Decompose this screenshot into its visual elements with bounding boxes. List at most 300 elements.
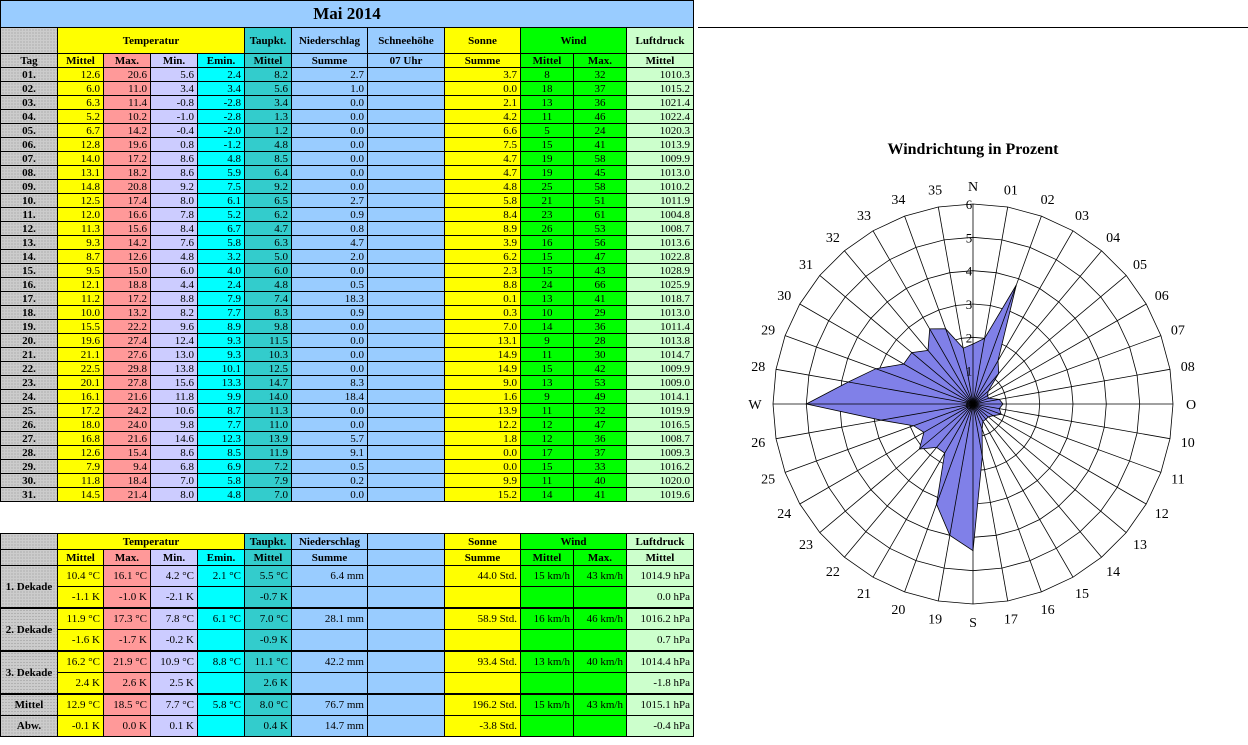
cell-schnee <box>368 376 445 390</box>
cell-luftdruck: 1019.9 <box>627 404 694 418</box>
temperatur-header: Temperatur <box>58 28 245 54</box>
cell-wind-mittel: 15 <box>521 138 574 152</box>
cell-emin: 6.7 <box>198 222 245 236</box>
cell-sonne: 8.4 <box>445 208 521 222</box>
sum-cell-sonne: -3.8 Std. <box>445 716 521 737</box>
cell-tag: 04. <box>1 110 58 124</box>
direction-label: 30 <box>777 289 792 304</box>
sum-cell-schnee <box>368 587 445 609</box>
sum-cell-mittel: 12.9 °C <box>58 694 104 716</box>
cell-min: 7.0 <box>151 474 198 488</box>
cell-wind-max: 36 <box>574 320 627 334</box>
taupkt-header: Taupkt. <box>245 28 292 54</box>
cell-emin: 4.8 <box>198 488 245 502</box>
sum-cell-taupkt: 2.6 K <box>245 673 292 695</box>
sum-cell-taupkt: -0.9 K <box>245 630 292 652</box>
cell-max: 24.0 <box>104 418 151 432</box>
cell-schnee <box>368 306 445 320</box>
cell-luftdruck: 1009.9 <box>627 362 694 376</box>
direction-label: O <box>1185 398 1197 413</box>
cell-max: 24.2 <box>104 404 151 418</box>
cell-taupkt: 11.0 <box>245 418 292 432</box>
sum-emin-header: Emin. <box>198 550 245 566</box>
cell-wind-mittel: 15 <box>521 264 574 278</box>
cell-niederschlag: 0.5 <box>292 278 368 292</box>
cell-tag: 07. <box>1 152 58 166</box>
cell-emin: 7.9 <box>198 292 245 306</box>
cell-sonne: 0.3 <box>445 306 521 320</box>
cell-emin: 6.9 <box>198 460 245 474</box>
cell-wind-mittel: 13 <box>521 376 574 390</box>
sum-cell-schnee <box>368 651 445 673</box>
cell-schnee <box>368 180 445 194</box>
sum-cell-luftdruck: -1.8 hPa <box>627 673 694 695</box>
sum-cell-sonne <box>445 630 521 652</box>
cell-mittel: 22.5 <box>58 362 104 376</box>
direction-label: 23 <box>799 538 813 554</box>
cell-tag: 06. <box>1 138 58 152</box>
cell-schnee <box>368 362 445 376</box>
sum-wind-header: Wind <box>521 534 627 550</box>
sum-cell-wind-max <box>574 673 627 695</box>
cell-wind-max: 32 <box>574 68 627 82</box>
sum-cell-luftdruck: 1014.4 hPa <box>627 651 694 673</box>
sum-max-header: Max. <box>104 550 151 566</box>
cell-emin: 13.3 <box>198 376 245 390</box>
cell-taupkt: 11.5 <box>245 334 292 348</box>
sum-wind-max-header: Max. <box>574 550 627 566</box>
cell-emin: 8.7 <box>198 404 245 418</box>
cell-min: 8.2 <box>151 306 198 320</box>
cell-tag: 29. <box>1 460 58 474</box>
cell-max: 29.8 <box>104 362 151 376</box>
cell-max: 12.6 <box>104 250 151 264</box>
cell-wind-max: 51 <box>574 194 627 208</box>
sum-cell-niederschlag <box>292 673 368 695</box>
sum-cell-wind-max: 46 km/h <box>574 608 627 630</box>
direction-label: 13 <box>1133 538 1147 554</box>
cell-emin: 3.4 <box>198 82 245 96</box>
sum-cell-max: -1.0 K <box>104 587 151 609</box>
summary-label: 1. Dekade <box>1 566 58 609</box>
cell-tag: 08. <box>1 166 58 180</box>
cell-sonne: 3.9 <box>445 236 521 250</box>
cell-emin: 8.5 <box>198 446 245 460</box>
summary-label: Abw. <box>1 716 58 737</box>
cell-luftdruck: 1008.7 <box>627 222 694 236</box>
sum-cell-taupkt: 0.4 K <box>245 716 292 737</box>
direction-label: 19 <box>928 612 943 628</box>
cell-niederschlag: 0.0 <box>292 404 368 418</box>
cell-niederschlag: 0.0 <box>292 264 368 278</box>
cell-taupkt: 9.8 <box>245 320 292 334</box>
cell-wind-mittel: 14 <box>521 320 574 334</box>
cell-wind-max: 28 <box>574 334 627 348</box>
sum-cell-wind-mittel: 15 km/h <box>521 694 574 716</box>
sum-cell-schnee <box>368 716 445 737</box>
cell-schnee <box>368 474 445 488</box>
cell-schnee <box>368 194 445 208</box>
cell-taupkt: 6.5 <box>245 194 292 208</box>
cell-tag: 21. <box>1 348 58 362</box>
cell-min: 9.8 <box>151 418 198 432</box>
direction-label: 17 <box>1003 612 1018 628</box>
cell-taupkt: 14.7 <box>245 376 292 390</box>
table-row <box>1 474 694 488</box>
cell-emin: -2.8 <box>198 96 245 110</box>
sum-cell-min: 0.1 K <box>151 716 198 737</box>
direction-label: 15 <box>1075 586 1089 602</box>
table-row <box>1 68 694 82</box>
summary-row <box>1 651 694 673</box>
cell-mittel: 12.1 <box>58 278 104 292</box>
cell-sonne: 0.0 <box>445 460 521 474</box>
direction-label: 25 <box>761 472 776 488</box>
cell-niederschlag: 9.1 <box>292 446 368 460</box>
cell-sonne: 4.2 <box>445 110 521 124</box>
table-row <box>1 264 694 278</box>
cell-emin: -2.0 <box>198 124 245 138</box>
cell-min: 14.6 <box>151 432 198 446</box>
cell-tag: 31. <box>1 488 58 502</box>
table-row <box>1 152 694 166</box>
sum-cell-max: -1.7 K <box>104 630 151 652</box>
min-header: Min. <box>151 54 198 68</box>
cell-luftdruck: 1019.6 <box>627 488 694 502</box>
cell-schnee <box>368 432 445 446</box>
summary-row <box>1 673 694 695</box>
direction-label: 28 <box>751 360 766 376</box>
sum-cell-wind-max: 43 km/h <box>574 694 627 716</box>
cell-wind-mittel: 23 <box>521 208 574 222</box>
cell-wind-max: 46 <box>574 110 627 124</box>
sum-cell-niederschlag: 76.7 mm <box>292 694 368 716</box>
cell-sonne: 7.5 <box>445 138 521 152</box>
direction-label: 32 <box>825 231 840 246</box>
table-row <box>1 348 694 362</box>
cell-schnee <box>368 166 445 180</box>
cell-mittel: 18.0 <box>58 418 104 432</box>
cell-emin: -2.8 <box>198 110 245 124</box>
table-row <box>1 362 694 376</box>
cell-sonne: 9.0 <box>445 376 521 390</box>
cell-wind-max: 30 <box>574 348 627 362</box>
cell-schnee <box>368 446 445 460</box>
sum-cell-taupkt: 7.0 °C <box>245 608 292 630</box>
cell-min: 3.4 <box>151 82 198 96</box>
cell-tag: 10. <box>1 194 58 208</box>
cell-taupkt: 10.3 <box>245 348 292 362</box>
direction-label: 34 <box>891 193 906 209</box>
cell-wind-max: 24 <box>574 124 627 138</box>
cell-min: -0.8 <box>151 96 198 110</box>
cell-mittel: 16.8 <box>58 432 104 446</box>
sum-sonne-summe-header: Summe <box>445 550 521 566</box>
cell-mittel: 14.0 <box>58 152 104 166</box>
cell-taupkt: 4.8 <box>245 138 292 152</box>
cell-schnee <box>368 124 445 138</box>
cell-sonne: 4.7 <box>445 152 521 166</box>
cell-wind-mittel: 18 <box>521 82 574 96</box>
sum-cell-luftdruck: 0.0 hPa <box>627 587 694 609</box>
cell-schnee <box>368 460 445 474</box>
cell-wind-max: 58 <box>574 180 627 194</box>
sum-cell-taupkt: 8.0 °C <box>245 694 292 716</box>
cell-taupkt: 5.6 <box>245 82 292 96</box>
cell-min: 8.6 <box>151 166 198 180</box>
sum-cell-wind-mittel: 13 km/h <box>521 651 574 673</box>
cell-taupkt: 9.2 <box>245 180 292 194</box>
sum-cell-niederschlag: 6.4 mm <box>292 566 368 587</box>
cell-taupkt: 1.3 <box>245 110 292 124</box>
cell-niederschlag: 8.3 <box>292 376 368 390</box>
cell-niederschlag: 0.0 <box>292 96 368 110</box>
cell-min: 8.6 <box>151 152 198 166</box>
cell-niederschlag: 0.0 <box>292 320 368 334</box>
sum-cell-sonne: 44.0 Std. <box>445 566 521 587</box>
cell-taupkt: 13.9 <box>245 432 292 446</box>
cell-schnee <box>368 334 445 348</box>
direction-label: 02 <box>1040 193 1055 209</box>
cell-schnee <box>368 152 445 166</box>
cell-max: 15.0 <box>104 264 151 278</box>
cell-emin: 5.8 <box>198 236 245 250</box>
sum-cell-emin: 2.1 °C <box>198 566 245 587</box>
cell-tag: 24. <box>1 390 58 404</box>
cell-wind-mittel: 8 <box>521 68 574 82</box>
cell-max: 27.4 <box>104 334 151 348</box>
cell-sonne: 13.1 <box>445 334 521 348</box>
cell-luftdruck: 1020.3 <box>627 124 694 138</box>
sum-cell-sonne: 196.2 Std. <box>445 694 521 716</box>
sum-cell-mittel: 2.4 K <box>58 673 104 695</box>
cell-max: 20.6 <box>104 68 151 82</box>
cell-niederschlag: 0.9 <box>292 306 368 320</box>
cell-tag: 02. <box>1 82 58 96</box>
cell-wind-mittel: 19 <box>521 152 574 166</box>
sum-taupkt-header: Taupkt. <box>245 534 292 550</box>
sum-sonne-header: Sonne <box>445 534 521 550</box>
cell-max: 17.2 <box>104 152 151 166</box>
cell-wind-max: 53 <box>574 222 627 236</box>
table-row <box>1 446 694 460</box>
cell-taupkt: 4.8 <box>245 278 292 292</box>
cell-niederschlag: 0.0 <box>292 166 368 180</box>
sum-cell-mittel: 16.2 °C <box>58 651 104 673</box>
sum-cell-wind-mittel <box>521 630 574 652</box>
cell-wind-mittel: 5 <box>521 124 574 138</box>
sum-cell-schnee <box>368 694 445 716</box>
sum-cell-emin <box>198 587 245 609</box>
cell-tag: 12. <box>1 222 58 236</box>
cell-taupkt: 3.4 <box>245 96 292 110</box>
cell-luftdruck: 1013.9 <box>627 138 694 152</box>
direction-label: N <box>967 180 979 195</box>
direction-label: 31 <box>799 257 813 273</box>
cell-taupkt: 8.3 <box>245 306 292 320</box>
cell-niederschlag: 0.0 <box>292 362 368 376</box>
cell-niederschlag: 5.7 <box>292 432 368 446</box>
sum-cell-sonne: 58.9 Std. <box>445 608 521 630</box>
cell-schnee <box>368 110 445 124</box>
cell-niederschlag: 18.3 <box>292 292 368 306</box>
cell-max: 14.2 <box>104 124 151 138</box>
cell-wind-max: 45 <box>574 166 627 180</box>
table-row <box>1 124 694 138</box>
cell-max: 17.2 <box>104 292 151 306</box>
sum-cell-taupkt: 5.5 °C <box>245 566 292 587</box>
cell-max: 16.6 <box>104 208 151 222</box>
cell-emin: 9.9 <box>198 390 245 404</box>
luftdruck-mittel-header: Mittel <box>627 54 694 68</box>
sum-cell-min: -2.1 K <box>151 587 198 609</box>
cell-emin: 9.3 <box>198 334 245 348</box>
cell-sonne: 14.9 <box>445 348 521 362</box>
cell-niederschlag: 0.0 <box>292 124 368 138</box>
sum-cell-emin <box>198 630 245 652</box>
sum-cell-niederschlag: 42.2 mm <box>292 651 368 673</box>
sum-cell-schnee <box>368 673 445 695</box>
table-row <box>1 432 694 446</box>
cell-taupkt: 7.4 <box>245 292 292 306</box>
cell-taupkt: 7.9 <box>245 474 292 488</box>
cell-mittel: 20.1 <box>58 376 104 390</box>
cell-taupkt: 1.2 <box>245 124 292 138</box>
cell-min: 9.2 <box>151 180 198 194</box>
wind-max-header: Max. <box>574 54 627 68</box>
cell-niederschlag: 0.0 <box>292 152 368 166</box>
cell-schnee <box>368 222 445 236</box>
sonne-header: Sonne <box>445 28 521 54</box>
cell-niederschlag: 0.2 <box>292 474 368 488</box>
sum-cell-wind-mittel: 16 km/h <box>521 608 574 630</box>
cell-sonne: 6.6 <box>445 124 521 138</box>
cell-mittel: 7.9 <box>58 460 104 474</box>
cell-luftdruck: 1013.0 <box>627 166 694 180</box>
cell-luftdruck: 1016.2 <box>627 460 694 474</box>
cell-wind-max: 29 <box>574 306 627 320</box>
sum-cell-min: -0.2 K <box>151 630 198 652</box>
cell-luftdruck: 1022.4 <box>627 110 694 124</box>
cell-sonne: 8.9 <box>445 222 521 236</box>
cell-mittel: 6.0 <box>58 82 104 96</box>
sum-cell-taupkt: -0.7 K <box>245 587 292 609</box>
cell-max: 27.8 <box>104 376 151 390</box>
cell-mittel: 6.3 <box>58 96 104 110</box>
table-row <box>1 306 694 320</box>
cell-max: 13.2 <box>104 306 151 320</box>
table-row <box>1 110 694 124</box>
cell-wind-mittel: 14 <box>521 488 574 502</box>
cell-tag: 30. <box>1 474 58 488</box>
cell-sonne: 5.8 <box>445 194 521 208</box>
sum-cell-mittel: -1.1 K <box>58 587 104 609</box>
cell-luftdruck: 1015.2 <box>627 82 694 96</box>
sum-cell-mittel: -1.6 K <box>58 630 104 652</box>
cell-tag: 19. <box>1 320 58 334</box>
cell-mittel: 9.3 <box>58 236 104 250</box>
cell-tag: 28. <box>1 446 58 460</box>
cell-taupkt: 6.3 <box>245 236 292 250</box>
cell-tag: 23. <box>1 376 58 390</box>
ring-label: 1 <box>965 363 973 379</box>
cell-wind-mittel: 9 <box>521 390 574 404</box>
cell-emin: 9.3 <box>198 348 245 362</box>
cell-wind-mittel: 15 <box>521 362 574 376</box>
cell-wind-max: 37 <box>574 446 627 460</box>
cell-luftdruck: 1028.9 <box>627 264 694 278</box>
cell-sonne: 1.6 <box>445 390 521 404</box>
cell-wind-mittel: 16 <box>521 236 574 250</box>
direction-label: 33 <box>857 209 871 225</box>
direction-label: 08 <box>1180 360 1195 376</box>
table-row <box>1 236 694 250</box>
table-row <box>1 208 694 222</box>
mittel-header: Mittel <box>58 54 104 68</box>
cell-sonne: 13.9 <box>445 404 521 418</box>
sum-cell-luftdruck: 1016.2 hPa <box>627 608 694 630</box>
cell-taupkt: 7.2 <box>245 460 292 474</box>
table-row <box>1 460 694 474</box>
direction-label: 04 <box>1106 231 1121 246</box>
cell-schnee <box>368 82 445 96</box>
summary-row <box>1 566 694 587</box>
cell-sonne: 9.9 <box>445 474 521 488</box>
cell-min: 5.6 <box>151 68 198 82</box>
cell-sonne: 0.0 <box>445 446 521 460</box>
ring-label: 2 <box>965 330 973 346</box>
cell-min: 13.8 <box>151 362 198 376</box>
cell-taupkt: 12.5 <box>245 362 292 376</box>
cell-max: 11.0 <box>104 82 151 96</box>
cell-wind-max: 40 <box>574 474 627 488</box>
cell-emin: -1.2 <box>198 138 245 152</box>
niederschlag-header: Niederschlag <box>292 28 368 54</box>
sum-cell-wind-max <box>574 716 627 737</box>
cell-wind-max: 58 <box>574 152 627 166</box>
cell-emin: 5.8 <box>198 474 245 488</box>
ring-label: 0 <box>965 397 973 412</box>
sum-cell-wind-max: 40 km/h <box>574 651 627 673</box>
cell-luftdruck: 1021.4 <box>627 96 694 110</box>
cell-max: 17.4 <box>104 194 151 208</box>
cell-schnee <box>368 68 445 82</box>
cell-min: 7.6 <box>151 236 198 250</box>
cell-schnee <box>368 418 445 432</box>
direction-label: 12 <box>1154 507 1169 522</box>
cell-luftdruck: 1013.8 <box>627 334 694 348</box>
cell-min: 8.8 <box>151 292 198 306</box>
cell-emin: 4.8 <box>198 152 245 166</box>
emin-header: Emin. <box>198 54 245 68</box>
sum-cell-max: 0.0 K <box>104 716 151 737</box>
table-row <box>1 278 694 292</box>
cell-wind-max: 41 <box>574 488 627 502</box>
table-row <box>1 404 694 418</box>
max-header: Max. <box>104 54 151 68</box>
cell-wind-max: 33 <box>574 460 627 474</box>
tag-header-blank <box>1 28 58 54</box>
cell-niederschlag: 2.0 <box>292 250 368 264</box>
wind-rose-svg <box>700 28 1248 742</box>
cell-mittel: 19.6 <box>58 334 104 348</box>
sum-cell-max: 16.1 °C <box>104 566 151 587</box>
table-row <box>1 376 694 390</box>
cell-schnee <box>368 236 445 250</box>
sum-cell-emin: 5.8 °C <box>198 694 245 716</box>
sum-cell-sonne: 93.4 Std. <box>445 651 521 673</box>
sheet-gridline <box>698 0 1248 28</box>
